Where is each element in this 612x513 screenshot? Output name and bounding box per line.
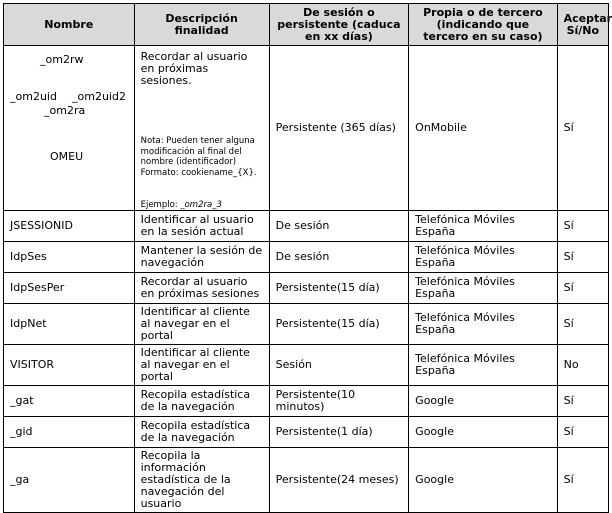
header-descripcion: Descripción finalidad [134, 4, 269, 46]
table-row [4, 46, 609, 211]
header-nombre: Nombre [4, 4, 135, 46]
accept-cell: Sí [557, 46, 608, 211]
accept-cell: Sí [557, 242, 608, 273]
cookie-name: _om2ra [44, 104, 86, 117]
accept-cell: Sí [557, 273, 608, 304]
cookie-name: _om2uid [10, 90, 57, 103]
cookie-name: _om2uid2 [72, 90, 126, 103]
duration-cell: Persistente(24 meses) [269, 448, 409, 513]
owner-cell: Telefónica Móviles España [409, 242, 557, 273]
cookie-names-cell [4, 46, 135, 211]
note-text: Nota: Pueden tener alguna modificación al final del nombre (identificador) Formato: cookiename_{X}. [140, 136, 257, 178]
table-row [4, 345, 609, 386]
owner-cell: Telefónica Móviles España [409, 273, 557, 304]
owner-cell: Telefónica Móviles España [409, 211, 557, 242]
description-cell: Mantener la sesión de navegación [134, 242, 269, 273]
header-duracion: De sesión o persistente (caduca en xx días) [269, 4, 409, 46]
table-row [4, 211, 609, 242]
table-row [4, 417, 609, 448]
owner-cell: Google [409, 417, 557, 448]
accept-cell: Sí [557, 417, 608, 448]
cookie-name-cell: VISITOR [4, 345, 135, 386]
example-text [141, 200, 222, 211]
duration-cell: De sesión [269, 242, 409, 273]
description-text: Recordar al usuario en próximas sesiones. [140, 50, 248, 87]
table-row [4, 242, 609, 273]
description-cell: Recopila estadística de la navegación [134, 386, 269, 417]
description-cell [134, 46, 269, 211]
table-row [4, 273, 609, 304]
duration-cell: Persistente(15 día) [269, 273, 409, 304]
duration-cell: De sesión [269, 211, 409, 242]
cookie-name-cell: _ga [4, 448, 135, 513]
header-aceptar: Aceptar Sí/No [557, 4, 608, 46]
cookies-table [3, 3, 612, 513]
header-propietario: Propia o de tercero (indicando que tercero en su caso) [409, 4, 557, 46]
table-row [4, 386, 609, 417]
duration-cell: Persistente(10 minutos) [269, 386, 409, 417]
description-cell: Recopila estadística de la navegación [134, 417, 269, 448]
cookie-name: _om2rw [40, 53, 84, 66]
accept-cell: Sí [557, 448, 608, 513]
cookie-name-cell: _gid [4, 417, 135, 448]
description-cell: Recordar al usuario en próximas sesiones [134, 273, 269, 304]
duration-cell: Sesión [269, 345, 409, 386]
duration-cell: Persistente(1 día) [269, 417, 409, 448]
cookie-name-cell: IdpSesPer [4, 273, 135, 304]
cookie-name-cell: IdpSes [4, 242, 135, 273]
cookie-name-cell: IdpNet [4, 304, 135, 345]
example-value: _om2ra_3 [180, 200, 222, 210]
header-row [4, 4, 609, 46]
description-cell: Identificar al usuario en la sesión actual [134, 211, 269, 242]
example-label: Ejemplo: [140, 200, 181, 210]
accept-cell: Sí [557, 304, 608, 345]
duration-cell: Persistente(15 día) [269, 304, 409, 345]
description-cell: Identificar al cliente al navegar en el portal [134, 304, 269, 345]
duration-cell: Persistente (365 días) [269, 46, 409, 211]
table-row [4, 448, 609, 513]
accept-cell: No [557, 345, 608, 386]
owner-cell: Google [409, 386, 557, 417]
cookie-name: OMEU [50, 150, 84, 163]
accept-cell: Sí [557, 386, 608, 417]
description-cell: Identificar al cliente al navegar en el portal [134, 345, 269, 386]
cookie-name-cell: JSESSIONID [4, 211, 135, 242]
description-cell: Recopila la información estadística de la navegación del usuario [134, 448, 269, 513]
owner-cell: OnMobile [409, 46, 557, 211]
cookie-name-cell: _gat [4, 386, 135, 417]
accept-cell: Sí [557, 211, 608, 242]
table-row [4, 304, 609, 345]
owner-cell: Google [409, 448, 557, 513]
owner-cell: Telefónica Móviles España [409, 304, 557, 345]
owner-cell: Telefónica Móviles España [409, 345, 557, 386]
